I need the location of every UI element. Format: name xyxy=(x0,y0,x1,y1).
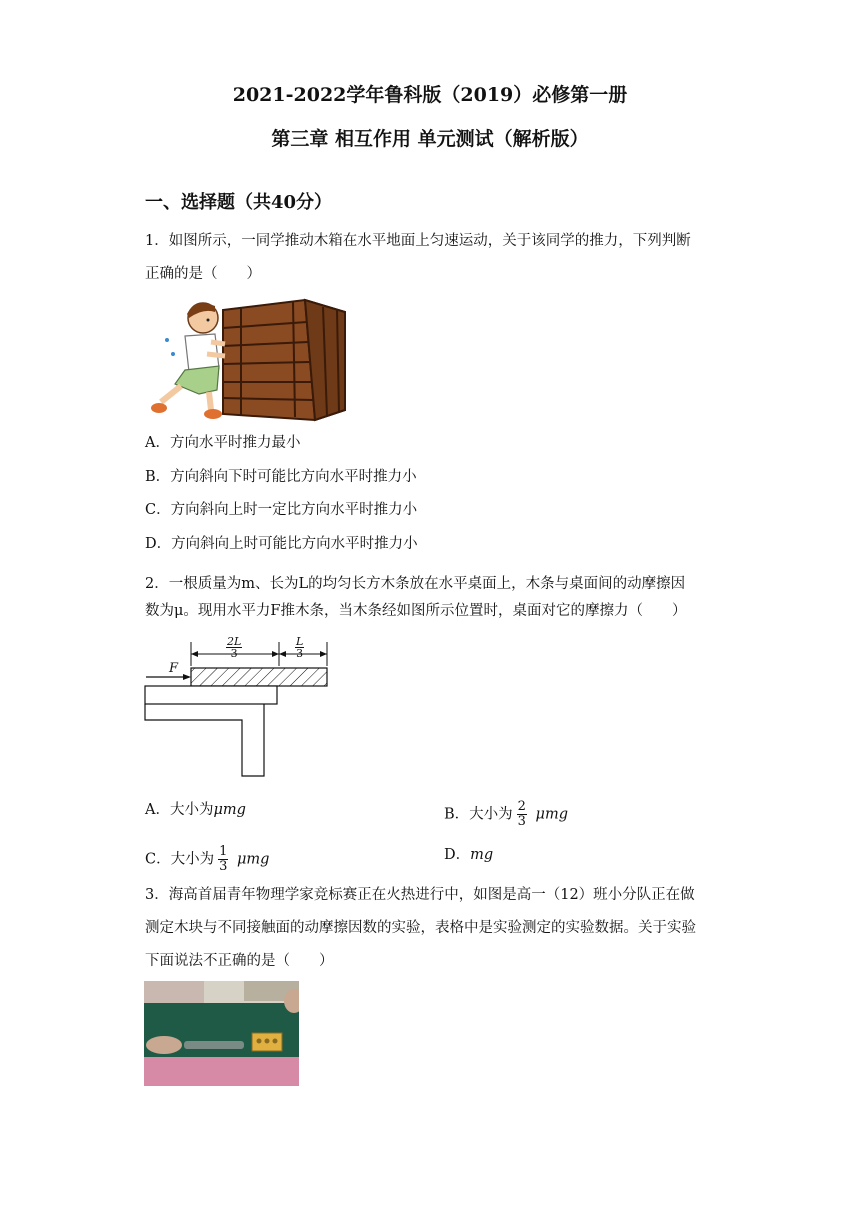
q2-dim-left-numerator: 2L xyxy=(227,635,242,648)
q1-option-d: D．方向斜向上时可能比方向水平时推力小 xyxy=(145,536,418,552)
q1-option-a: A．方向水平时推力最小 xyxy=(145,435,301,451)
doc-title-line2: 第三章 相互作用 单元测试（解析版） xyxy=(271,128,589,150)
q2-option-c xyxy=(145,845,269,874)
q2-option-b-fraction xyxy=(517,800,527,829)
q2-option-b xyxy=(444,800,568,829)
q1-boy-pushing-crate-image xyxy=(145,298,355,423)
q1-stem-line1: 1．如图所示，一同学推动木箱在水平地面上匀速运动，关于该同学的推力，下列判断 xyxy=(145,233,691,249)
q2-option-d-prefix: D． xyxy=(444,847,471,863)
q2-option-b-prefix: B．大小为 xyxy=(444,806,513,823)
q2-option-c-fraction xyxy=(218,845,228,874)
q2-option-c-denominator: 3 xyxy=(219,859,228,874)
q1-option-c: C．方向斜向上时一定比方向水平时推力小 xyxy=(145,502,418,518)
q2-option-a-prefix: A．大小为 xyxy=(145,802,214,818)
q2-dim-right-denominator: 3 xyxy=(296,647,304,660)
q2-option-d-expr: mg xyxy=(470,847,494,863)
q2-option-b-expr: μmg xyxy=(535,806,569,823)
q1-option-b: B．方向斜向下时可能比方向水平时推力小 xyxy=(145,469,417,485)
q2-stem-line2: 数为μ。现用水平力F推木条，当木条经如图所示位置时，桌面对它的摩擦力（ ） xyxy=(145,603,687,619)
q3-stem-line3: 下面说法不正确的是（ ） xyxy=(145,953,334,969)
q2-option-c-expr: μmg xyxy=(237,851,270,868)
section-heading: 一、选择题（共40分） xyxy=(145,192,333,213)
q2-option-c-prefix: C．大小为 xyxy=(145,851,215,868)
q2-force-label: F xyxy=(169,661,179,676)
q3-stem-line1: 3．海高首届青年物理学家竞标赛正在火热进行中，如图是高一（12）班小分队正在做 xyxy=(145,887,695,903)
q2-dim-left-denominator: 3 xyxy=(230,647,238,660)
q2-dim-right-numerator: L xyxy=(296,635,304,648)
q2-option-b-numerator: 2 xyxy=(517,799,526,814)
q2-dim-left-fraction xyxy=(226,636,242,659)
q2-option-a-expr: μmg xyxy=(213,802,246,818)
q2-option-d xyxy=(444,845,493,865)
q2-dim-right-fraction xyxy=(295,636,304,659)
q3-stem-line2: 测定木块与不同接触面的动摩擦因数的实验，表格中是实验测定的实验数据。关于实验 xyxy=(145,920,696,936)
doc-title-line1: 2021-2022学年鲁科版（2019）必修第一册 xyxy=(232,84,628,106)
q2-option-b-denominator: 3 xyxy=(517,814,526,829)
q2-option-a xyxy=(145,800,246,820)
q1-stem-line2: 正确的是（ ） xyxy=(145,266,261,282)
q3-experiment-photo xyxy=(144,981,299,1086)
q2-stem-line1: 2．一根质量为m、长为L的均匀长方木条放在水平桌面上，木条与桌面间的动摩擦因 xyxy=(145,576,686,592)
q2-option-c-numerator: 1 xyxy=(219,844,228,859)
